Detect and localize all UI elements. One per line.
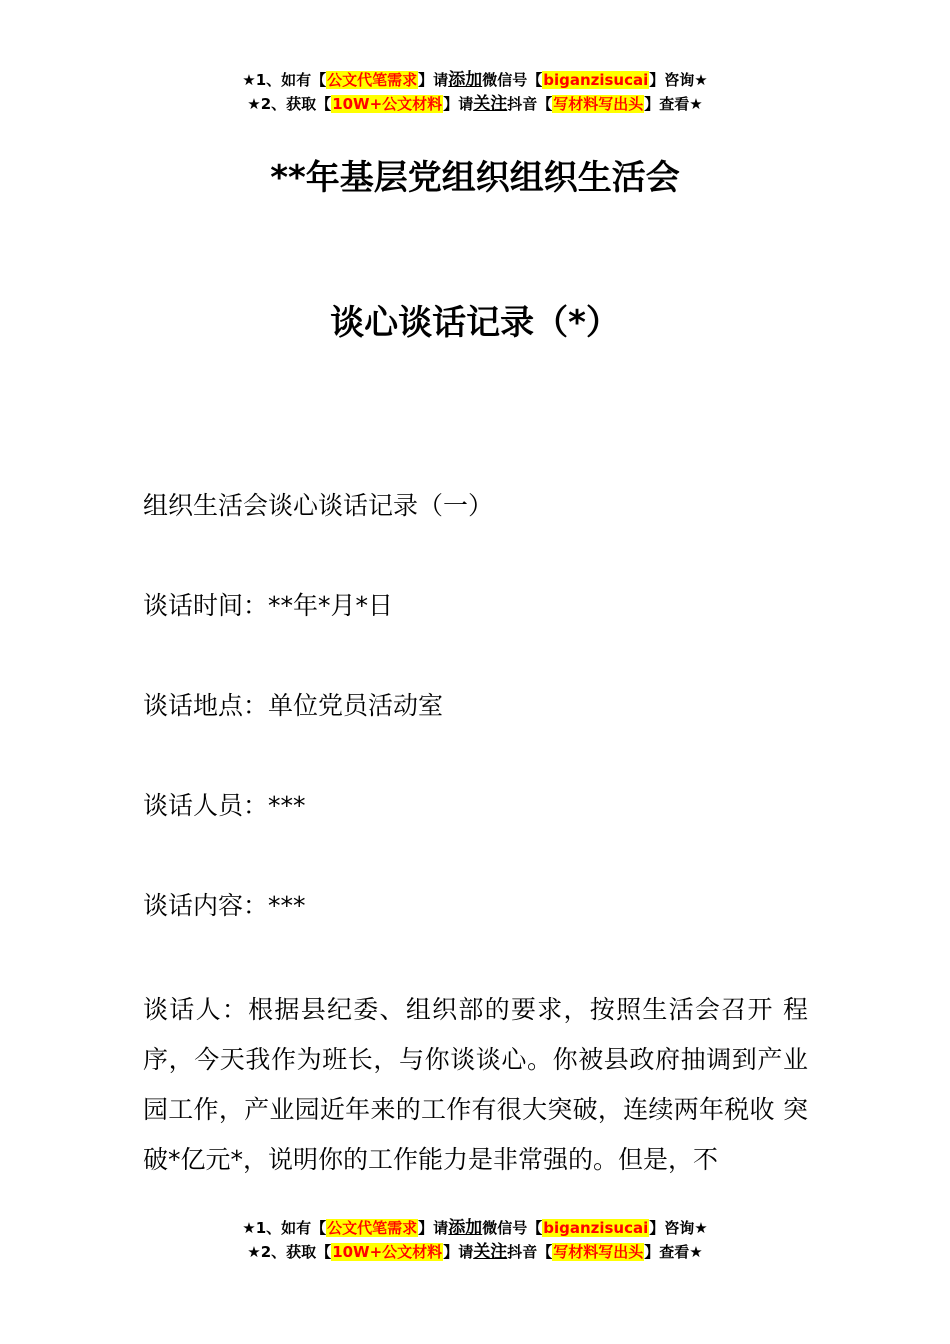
promo-highlight: 写材料写出头: [553, 95, 644, 113]
promo-emphasis: 添加: [448, 1218, 483, 1238]
promo-banner-top: [0, 68, 950, 116]
record-heading: 组织生活会谈心谈话记录（一）: [143, 491, 494, 520]
promo-emphasis: 关注: [473, 94, 508, 114]
promo-text: 抖音【: [507, 1243, 553, 1261]
promo-text: 微信号【: [482, 71, 543, 89]
talk-place: 谈话地点：单位党员活动室: [143, 691, 444, 720]
promo-text: 抖音【: [507, 95, 553, 113]
promo-banner-bottom: [0, 1216, 950, 1264]
promo-highlight: 10W+公文材料: [332, 1243, 443, 1261]
promo-text: ★2、获取【: [247, 1243, 332, 1261]
promo-text: 】请: [418, 71, 449, 89]
body-paragraph: 谈话人：根据县纪委、组织部的要求，按照生活会召开 程序，今天我作为班长，与你谈谈心。你被县政府抽调到产业园工作，产业园近年来的工作有很大突破，连续两年税收 突破*亿元*，说明你的工作能力是非常强的。但是，不: [143, 995, 808, 1174]
promo-text: 】请: [418, 1219, 449, 1237]
promo-emphasis: 关注: [473, 1242, 508, 1262]
promo-highlight: 公文代笔需求: [327, 71, 418, 89]
promo-text: 】请: [443, 95, 474, 113]
promo-highlight: biganzisucai: [543, 71, 649, 89]
document-title: **年基层党组织组织生活会: [270, 158, 680, 198]
promo-highlight: 公文代笔需求: [327, 1219, 418, 1237]
promo-text: 】查看★: [644, 1243, 703, 1261]
promo-line-1: [0, 68, 950, 92]
promo-text: ★1、如有【: [242, 71, 327, 89]
promo-highlight: 10W+公文材料: [332, 95, 443, 113]
promo-highlight: 写材料写出头: [553, 1243, 644, 1261]
talk-time: 谈话时间：**年*月*日: [143, 591, 394, 620]
promo-text: 】查看★: [644, 95, 703, 113]
promo-highlight: biganzisucai: [543, 1219, 649, 1237]
promo-line-2: [0, 1240, 950, 1264]
talk-people: 谈话人员：***: [143, 791, 306, 820]
promo-text: 】咨询★: [649, 1219, 708, 1237]
promo-text: 】咨询★: [649, 71, 708, 89]
promo-text: ★2、获取【: [247, 95, 332, 113]
promo-emphasis: 添加: [448, 70, 483, 90]
promo-text: 】请: [443, 1243, 474, 1261]
document-subtitle: 谈心谈话记录（*）: [330, 303, 620, 343]
promo-line-1: [0, 1216, 950, 1240]
promo-text: ★1、如有【: [242, 1219, 327, 1237]
promo-text: 微信号【: [482, 1219, 543, 1237]
talk-content: 谈话内容：***: [143, 891, 306, 920]
promo-line-2: [0, 92, 950, 116]
